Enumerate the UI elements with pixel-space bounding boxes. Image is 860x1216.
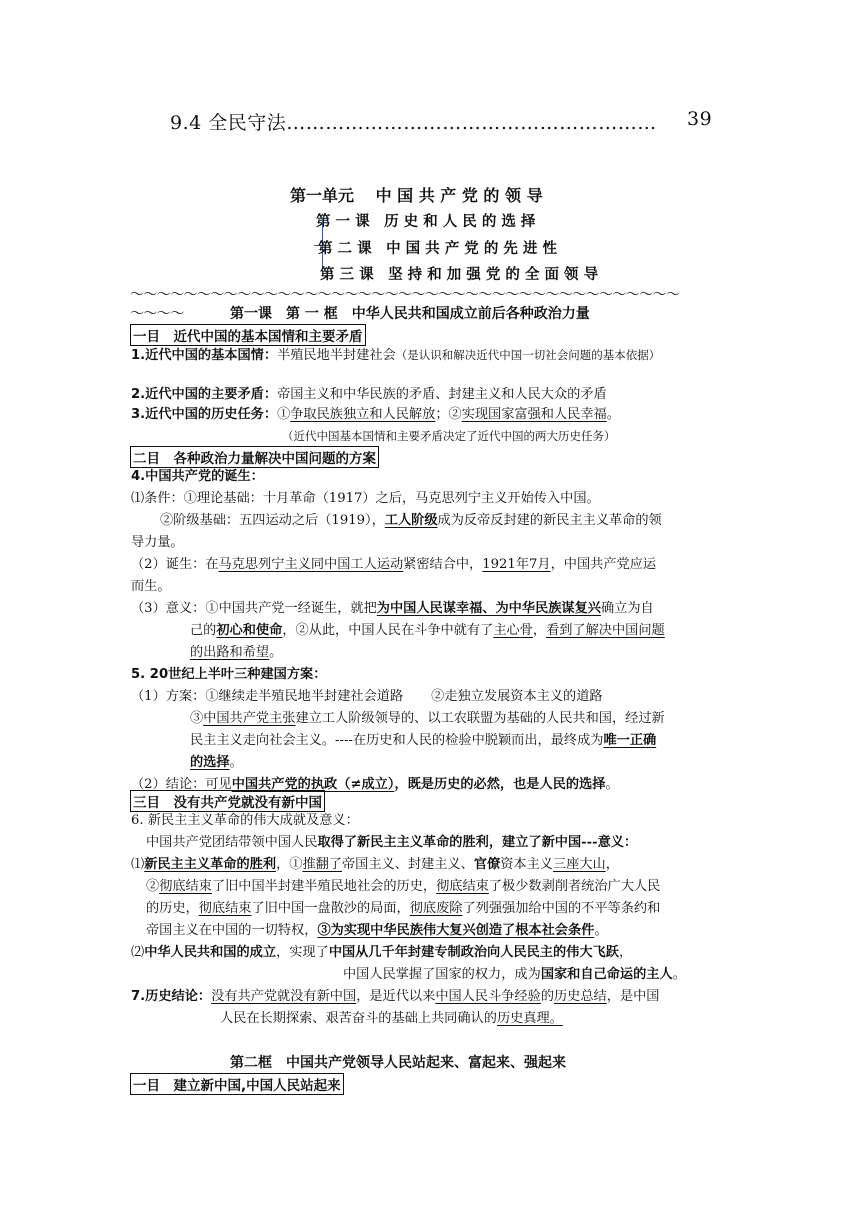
point-2-text: 帝国主义和中华民族的矛盾、封建主义和人民大众的矛盾: [277, 387, 607, 402]
point-5-plan-3-end: 的选择。: [190, 755, 243, 770]
point-5-plans: （1）方案：①继续走半殖民地半封建社会道路 ②走独立发展资本主义的道路: [131, 689, 603, 704]
point-1-text: 半殖民地半封建社会: [277, 348, 396, 363]
point-4-significance: （3）意义：①中国共产党一经诞生，就把为中国人民谋幸福、为中华民族谋复兴确立为自: [131, 601, 654, 616]
point-6-victory-3: 的历史，彻底结束了旧中国一盘散沙的局面，彻底废除了列强强加给中国的不平等条约和: [146, 901, 661, 916]
section-title: 第一课 第 一 框 中华人民共和国成立前后各种政治力量: [230, 306, 590, 322]
point-3-label: 3.近代中国的历史任务：: [131, 407, 278, 422]
task-independence: 争取民族独立和人民解放: [290, 407, 436, 422]
section-2-title: 第二框 中国共产党领导人民站起来、富起来、强起来: [230, 1055, 566, 1071]
point-4-class-basis-cont: 导力量。: [131, 535, 184, 550]
point-4-birth: （2）诞生：在马克思列宁主义同中国工人运动紧密结合中，1921年7月，中国共产党应运: [131, 557, 657, 572]
lesson-1: 第 一 课 历 史 和 人 民 的 选 择: [316, 214, 536, 230]
point-4-class-basis: ②阶级基础：五四运动之后（1919），工人阶级成为反帝反封建的新民主主义革命的领: [160, 513, 662, 528]
wave-divider: ～～～～～～～～～～～～～～～～～～～～～～～～～～～～～～～～～～～～～～～～～: [130, 287, 680, 303]
point-7: 7.历史结论：没有共产党就没有新中国，是近代以来中国人民斗争经验的历史总结，是中国: [131, 989, 660, 1004]
toc-entry-text: 9.4 全民守法…………………………………………………: [170, 112, 657, 134]
point-4: 4.中国共产党的诞生：: [131, 469, 264, 484]
point-6: 6. 新民主主义革命的伟大成就及意义：: [131, 813, 359, 828]
unit-title: 第一单元 中 国 共 产 党 的 领 导: [290, 186, 543, 205]
point-6-founding: ⑵中华人民共和国的成立，实现了中国从几千年封建专制政治向人民民主的伟大飞跃，: [131, 945, 633, 960]
point-6-intro: 中国共产党团结带领中国人民取得了新民主主义革命的胜利，建立了新中国---意义：: [146, 835, 638, 850]
point-4-significance-2: 己的初心和使命，②从此，中国人民在斗争中就有了主心骨，看到了解决中国问题: [190, 623, 665, 638]
toc-entry: [170, 108, 713, 135]
task-prosperity: 实现国家富强和人民幸福: [461, 407, 607, 422]
point-1-note: （是认识和解决近代中国一切社会问题的基本依据）: [395, 348, 661, 362]
point-1: [131, 344, 741, 367]
lesson-2: 第 二 课 中 国 共 产 党 的 先 进 性: [318, 241, 557, 257]
point-6-victory-2: ②彻底结束了旧中国半封建半殖民地社会的历史，彻底结束了极少数剥削者统治广大人民: [146, 879, 661, 894]
point-6-founding-2: 中国人民掌握了国家的权力，成为国家和自己命运的主人。: [343, 967, 686, 982]
lesson-3: 第 三 课 坚 持 和 加 强 党 的 全 面 领 导: [320, 267, 599, 283]
point-6-victory: ⑴新民主主义革命的胜利，①推翻了帝国主义、封建主义、官僚资本主义三座大山，: [131, 857, 619, 872]
point-5-plan-3-cont: 民主主义走向社会主义。----在历史和人民的检验中脱颖而出，最终成为唯一正确: [190, 733, 657, 748]
point-3-note: （近代中国基本国情和主要矛盾决定了近代中国的两大历史任务）: [282, 429, 616, 443]
toc-page-number: 39: [687, 108, 713, 130]
point-5-conclusion: （2）结论：可见中国共产党的执政（≠成立），既是历史的必然，也是人民的选择。: [131, 777, 619, 792]
point-1-label: 1.近代中国的基本国情：: [131, 348, 278, 363]
point-2-label: 2.近代中国的主要矛盾：: [131, 387, 278, 402]
point-2: [131, 384, 607, 406]
heading-box-3: 三目 没有共产党就没有新中国: [130, 790, 325, 812]
point-7-cont: 人民在长期探索、艰苦奋斗的基础上共同确认的历史真理。: [220, 1011, 563, 1026]
wave-divider-end: ～～～～: [130, 306, 184, 322]
point-6-victory-4: 帝国主义在中国的一切特权，③为实现中华民族伟大复兴创造了根本社会条件。: [146, 923, 608, 938]
heading-box-2: 二目 各种政治力量解决中国问题的方案: [130, 446, 379, 468]
heading-box-1: 一目 近代中国的基本国情和主要矛盾: [130, 324, 366, 346]
point-5-plan-3: ③中国共产党主张建立工人阶级领导的、以工农联盟为基础的人民共和国，经过新: [190, 711, 665, 726]
founding-date: 1921年7月: [482, 557, 551, 572]
point-4-condition: ⑴条件：①理论基础：十月革命（1917）之后，马克思列宁主义开始传入中国。: [131, 491, 600, 506]
point-5: 5. 20世纪上半叶三种建国方案：: [131, 667, 327, 682]
point-4-birth-cont: 而生。: [131, 579, 171, 594]
point-4-significance-3: 的出路和希望。: [190, 645, 283, 660]
heading-box-4: 一目 建立新中国,中国人民站起来: [130, 1073, 344, 1095]
working-class: 工人阶级: [384, 513, 438, 528]
point-3: 3.近代中国的历史任务：①争取民族独立和人民解放；②实现国家富强和人民幸福。: [131, 407, 620, 422]
